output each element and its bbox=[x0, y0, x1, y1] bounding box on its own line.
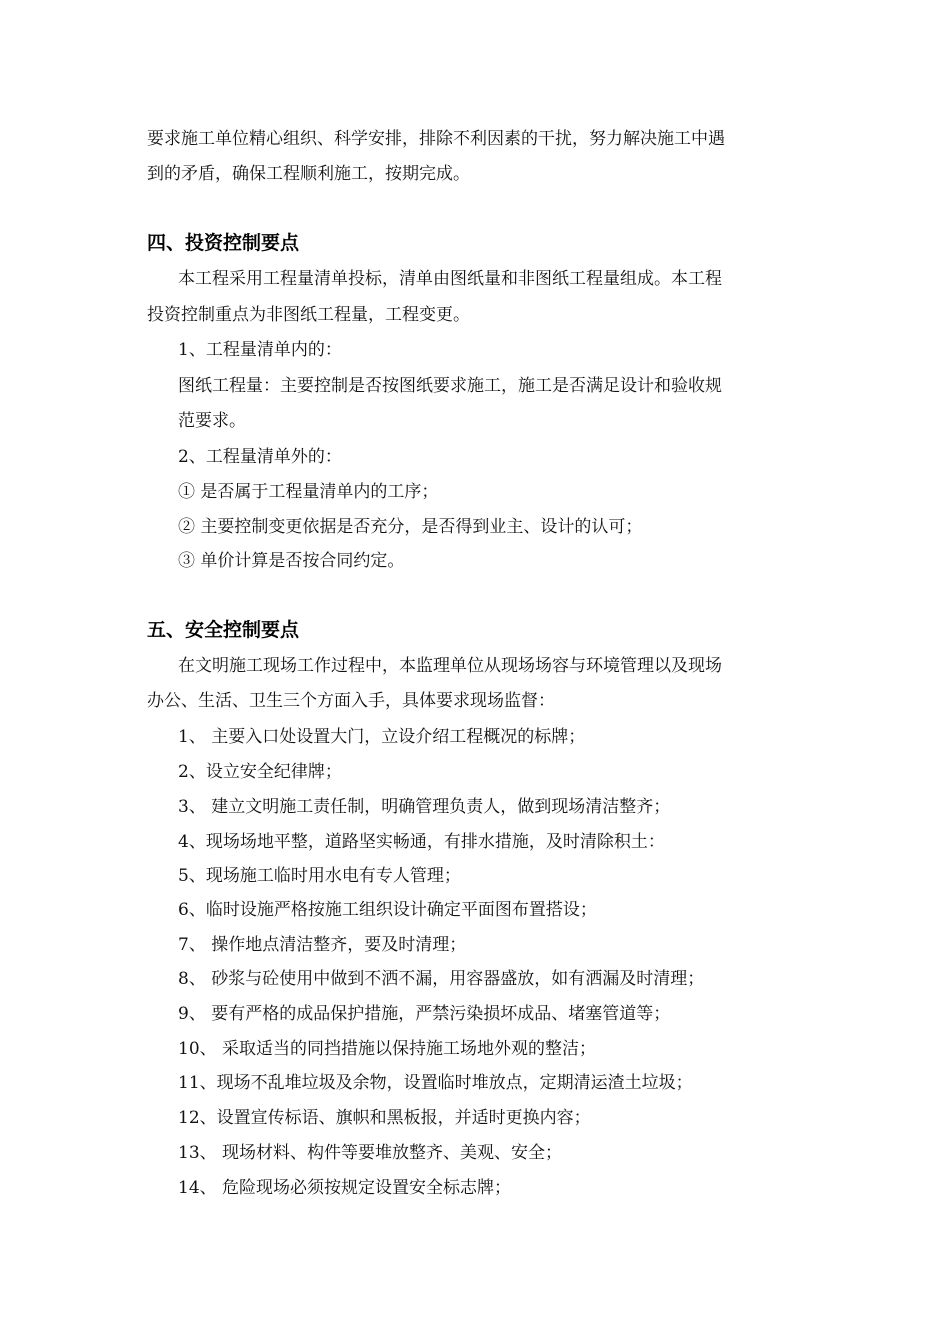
section-4-item-2-title: 2、工程量清单外的： bbox=[178, 447, 342, 467]
section-5-para-line-2: 办公、生活、卫生三个方面入手，具体要求现场监督： bbox=[147, 691, 555, 711]
section-5-item: 11、现场不乱堆垃圾及余物，设置临时堆放点，定期清运渣土垃圾； bbox=[178, 1073, 693, 1093]
section-5-item: 14、 危险现场必须按规定设置安全标志牌； bbox=[178, 1178, 512, 1198]
section-5-item: 1、 主要入口处设置大门，立设介绍工程概况的标牌； bbox=[178, 727, 586, 747]
section-4-item-1-text-line-1: 图纸工程量：主要控制是否按图纸要求施工，施工是否满足设计和验收规 bbox=[178, 376, 722, 396]
section-5-item: 13、 现场材料、构件等要堆放整齐、美观、安全； bbox=[178, 1143, 563, 1163]
section-5-item: 9、 要有严格的成品保护措施，严禁污染损坏成品、堵塞管道等； bbox=[178, 1004, 671, 1024]
section-4-sub-item-1: ① 是否属于工程量清单内的工序； bbox=[178, 482, 439, 502]
section-4-para-line-1: 本工程采用工程量清单投标，清单由图纸量和非图纸工程量组成。本工程 bbox=[178, 269, 722, 289]
section-5-para-line-1: 在文明施工现场工作过程中，本监理单位从现场场容与环境管理以及现场 bbox=[178, 656, 722, 676]
intro-line-1: 要求施工单位精心组织、科学安排，排除不利因素的干扰，努力解决施工中遇 bbox=[147, 129, 725, 149]
section-4-heading: 四、投资控制要点 bbox=[147, 232, 300, 254]
section-5-item: 4、现场场地平整，道路坚实畅通，有排水措施，及时清除积土： bbox=[178, 832, 665, 852]
section-5-heading: 五、安全控制要点 bbox=[147, 619, 300, 641]
section-5-item: 6、临时设施严格按施工组织设计确定平面图布置搭设； bbox=[178, 900, 597, 920]
section-4-sub-item-3: ③ 单价计算是否按合同约定。 bbox=[178, 551, 405, 571]
section-5-item: 5、现场施工临时用水电有专人管理； bbox=[178, 866, 461, 886]
section-4-item-1-text-line-2: 范要求。 bbox=[178, 411, 246, 431]
section-5-item: 12、设置宣传标语、旗帜和黑板报，并适时更换内容； bbox=[178, 1108, 591, 1128]
intro-line-2: 到的矛盾，确保工程顺利施工，按期完成。 bbox=[147, 164, 470, 184]
section-5-item: 7、 操作地点清洁整齐，要及时清理； bbox=[178, 935, 467, 955]
section-4-item-1-title: 1、工程量清单内的： bbox=[178, 340, 342, 360]
section-5-item: 8、 砂浆与砼使用中做到不洒不漏，用容器盛放，如有洒漏及时清理； bbox=[178, 969, 705, 989]
section-5-item: 2、设立安全纪律牌； bbox=[178, 762, 342, 782]
section-4-para-line-2: 投资控制重点为非图纸工程量，工程变更。 bbox=[147, 305, 470, 325]
section-4-sub-item-2: ② 主要控制变更依据是否充分，是否得到业主、设计的认可； bbox=[178, 517, 643, 537]
section-5-item: 10、 采取适当的同挡措施以保持施工场地外观的整洁； bbox=[178, 1039, 597, 1059]
section-5-item: 3、 建立文明施工责任制，明确管理负责人，做到现场清洁整齐； bbox=[178, 797, 671, 817]
